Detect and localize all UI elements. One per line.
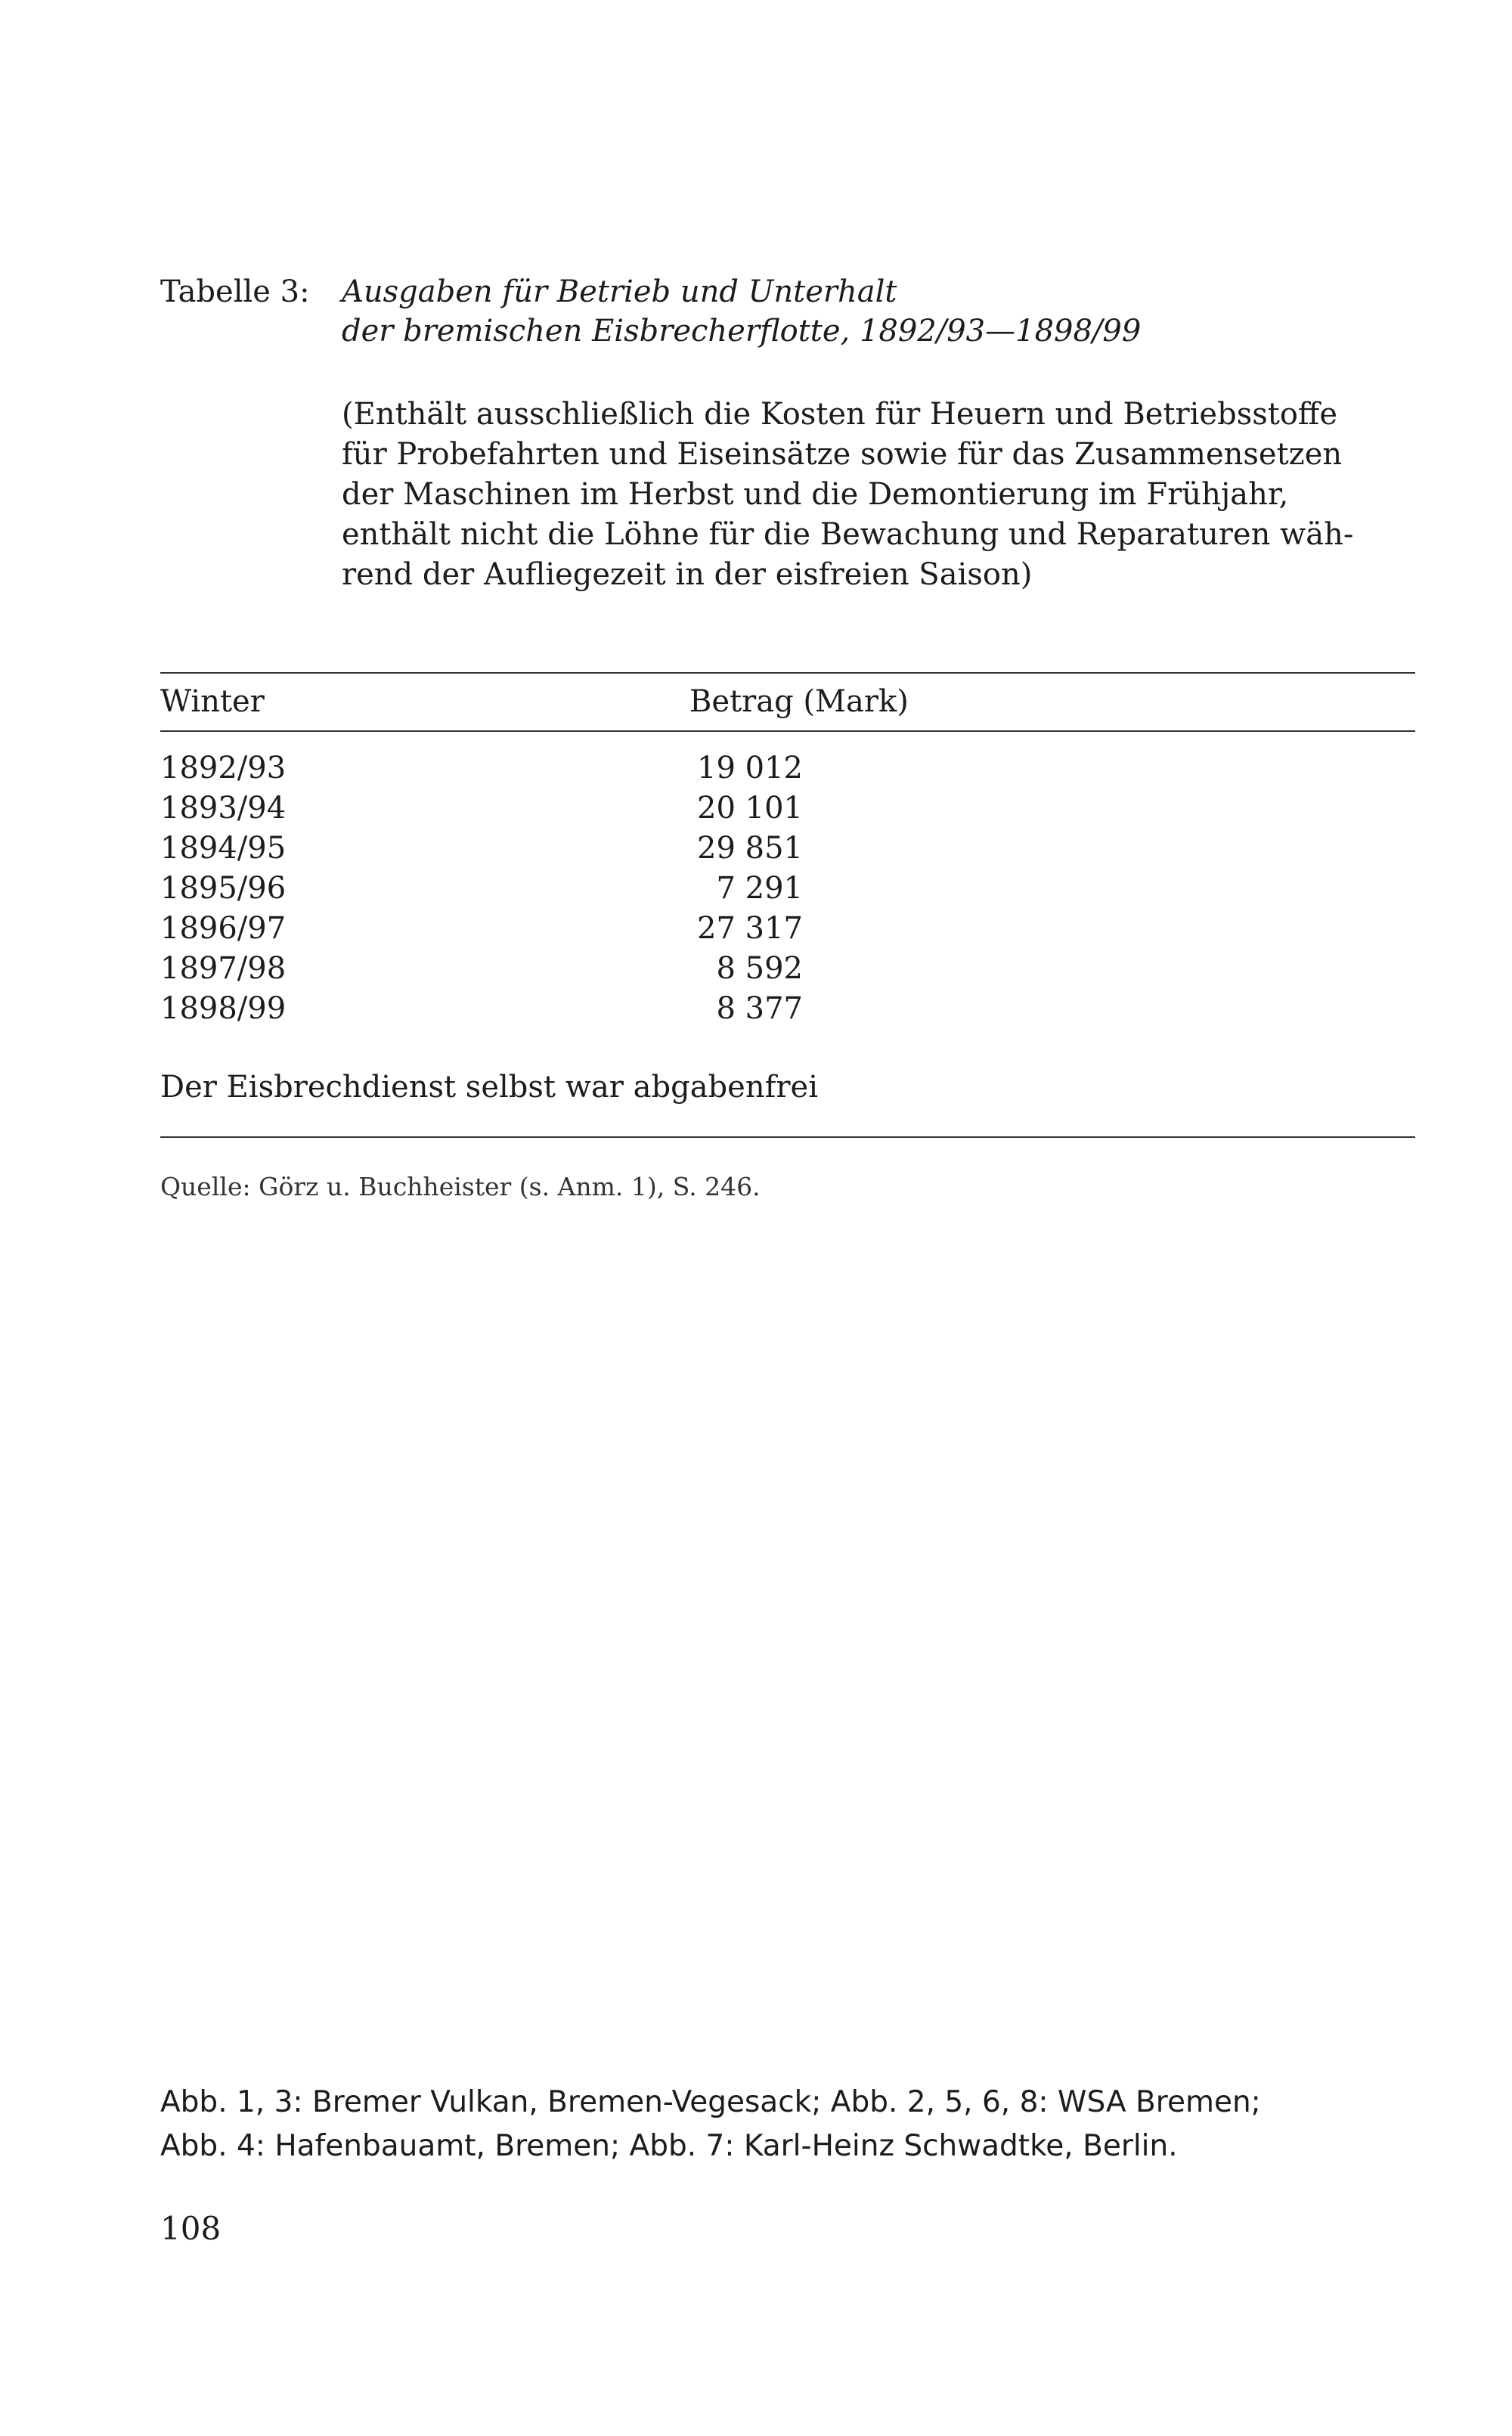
table-note-line: der Maschinen im Herbst und die Demontierung im Frühjahr, <box>342 477 1289 512</box>
amount-cell: 8 377 <box>716 991 803 1026</box>
winter-cell: 1893/94 <box>160 791 287 826</box>
table-caption-title-line: der bremischen Eisbrecherflotte, 1892/93—1898/99 <box>342 314 1142 349</box>
image-credits <box>160 2081 1261 2168</box>
winter-cell: 1895/96 <box>160 871 287 906</box>
column-header-winter: Winter <box>160 684 265 719</box>
page-number: 108 <box>160 2210 222 2247</box>
table-note-line: enthält nicht die Löhne für die Bewachung und Reparaturen wäh- <box>342 517 1354 552</box>
table-footnote: Der Eisbrechdienst selbst war abgabenfrei <box>160 1070 818 1105</box>
table-note-line: für Probefahrten und Eiseinsätze sowie für das Zusammensetzen <box>342 437 1343 472</box>
table-caption-title-line: Ausgaben für Betrieb und Unterhalt <box>342 274 897 309</box>
winter-cell: 1896/97 <box>160 911 287 946</box>
amount-cell: 20 101 <box>697 791 803 826</box>
table-caption-label: Tabelle 3: <box>160 274 310 309</box>
column-header-amount: Betrag (Mark) <box>689 684 909 719</box>
amount-cell: 29 851 <box>697 831 803 866</box>
winter-cell: 1897/98 <box>160 951 287 986</box>
amount-cell: 19 012 <box>697 751 803 786</box>
table-note <box>342 395 1415 595</box>
winter-cell: 1892/93 <box>160 751 287 786</box>
amount-cell: 27 317 <box>697 911 803 946</box>
winter-cell: 1898/99 <box>160 991 287 1026</box>
table-bottom-rule <box>160 1136 1415 1138</box>
amount-cell: 8 592 <box>716 951 803 986</box>
table-header-rule <box>160 730 1415 732</box>
winter-cell: 1894/95 <box>160 831 287 866</box>
amount-cell: 7 291 <box>716 871 803 906</box>
image-credits-line: Abb. 4: Hafenbauamt, Bremen; Abb. 7: Karl-Heinz Schwadtke, Berlin. <box>160 2129 1178 2163</box>
table-note-line: (Enthält ausschließlich die Kosten für Heuern und Betriebsstoffe <box>342 397 1337 432</box>
source-note: Quelle: Görz u. Buchheister (s. Anm. 1), S. 246. <box>160 1172 761 1201</box>
table-note-line: rend der Aufliegezeit in der eisfreien Saison) <box>342 557 1033 592</box>
table-caption-title <box>342 272 1141 351</box>
table-top-rule <box>160 672 1415 674</box>
image-credits-line: Abb. 1, 3: Bremer Vulkan, Bremen-Vegesack; Abb. 2, 5, 6, 8: WSA Bremen; <box>160 2085 1261 2119</box>
